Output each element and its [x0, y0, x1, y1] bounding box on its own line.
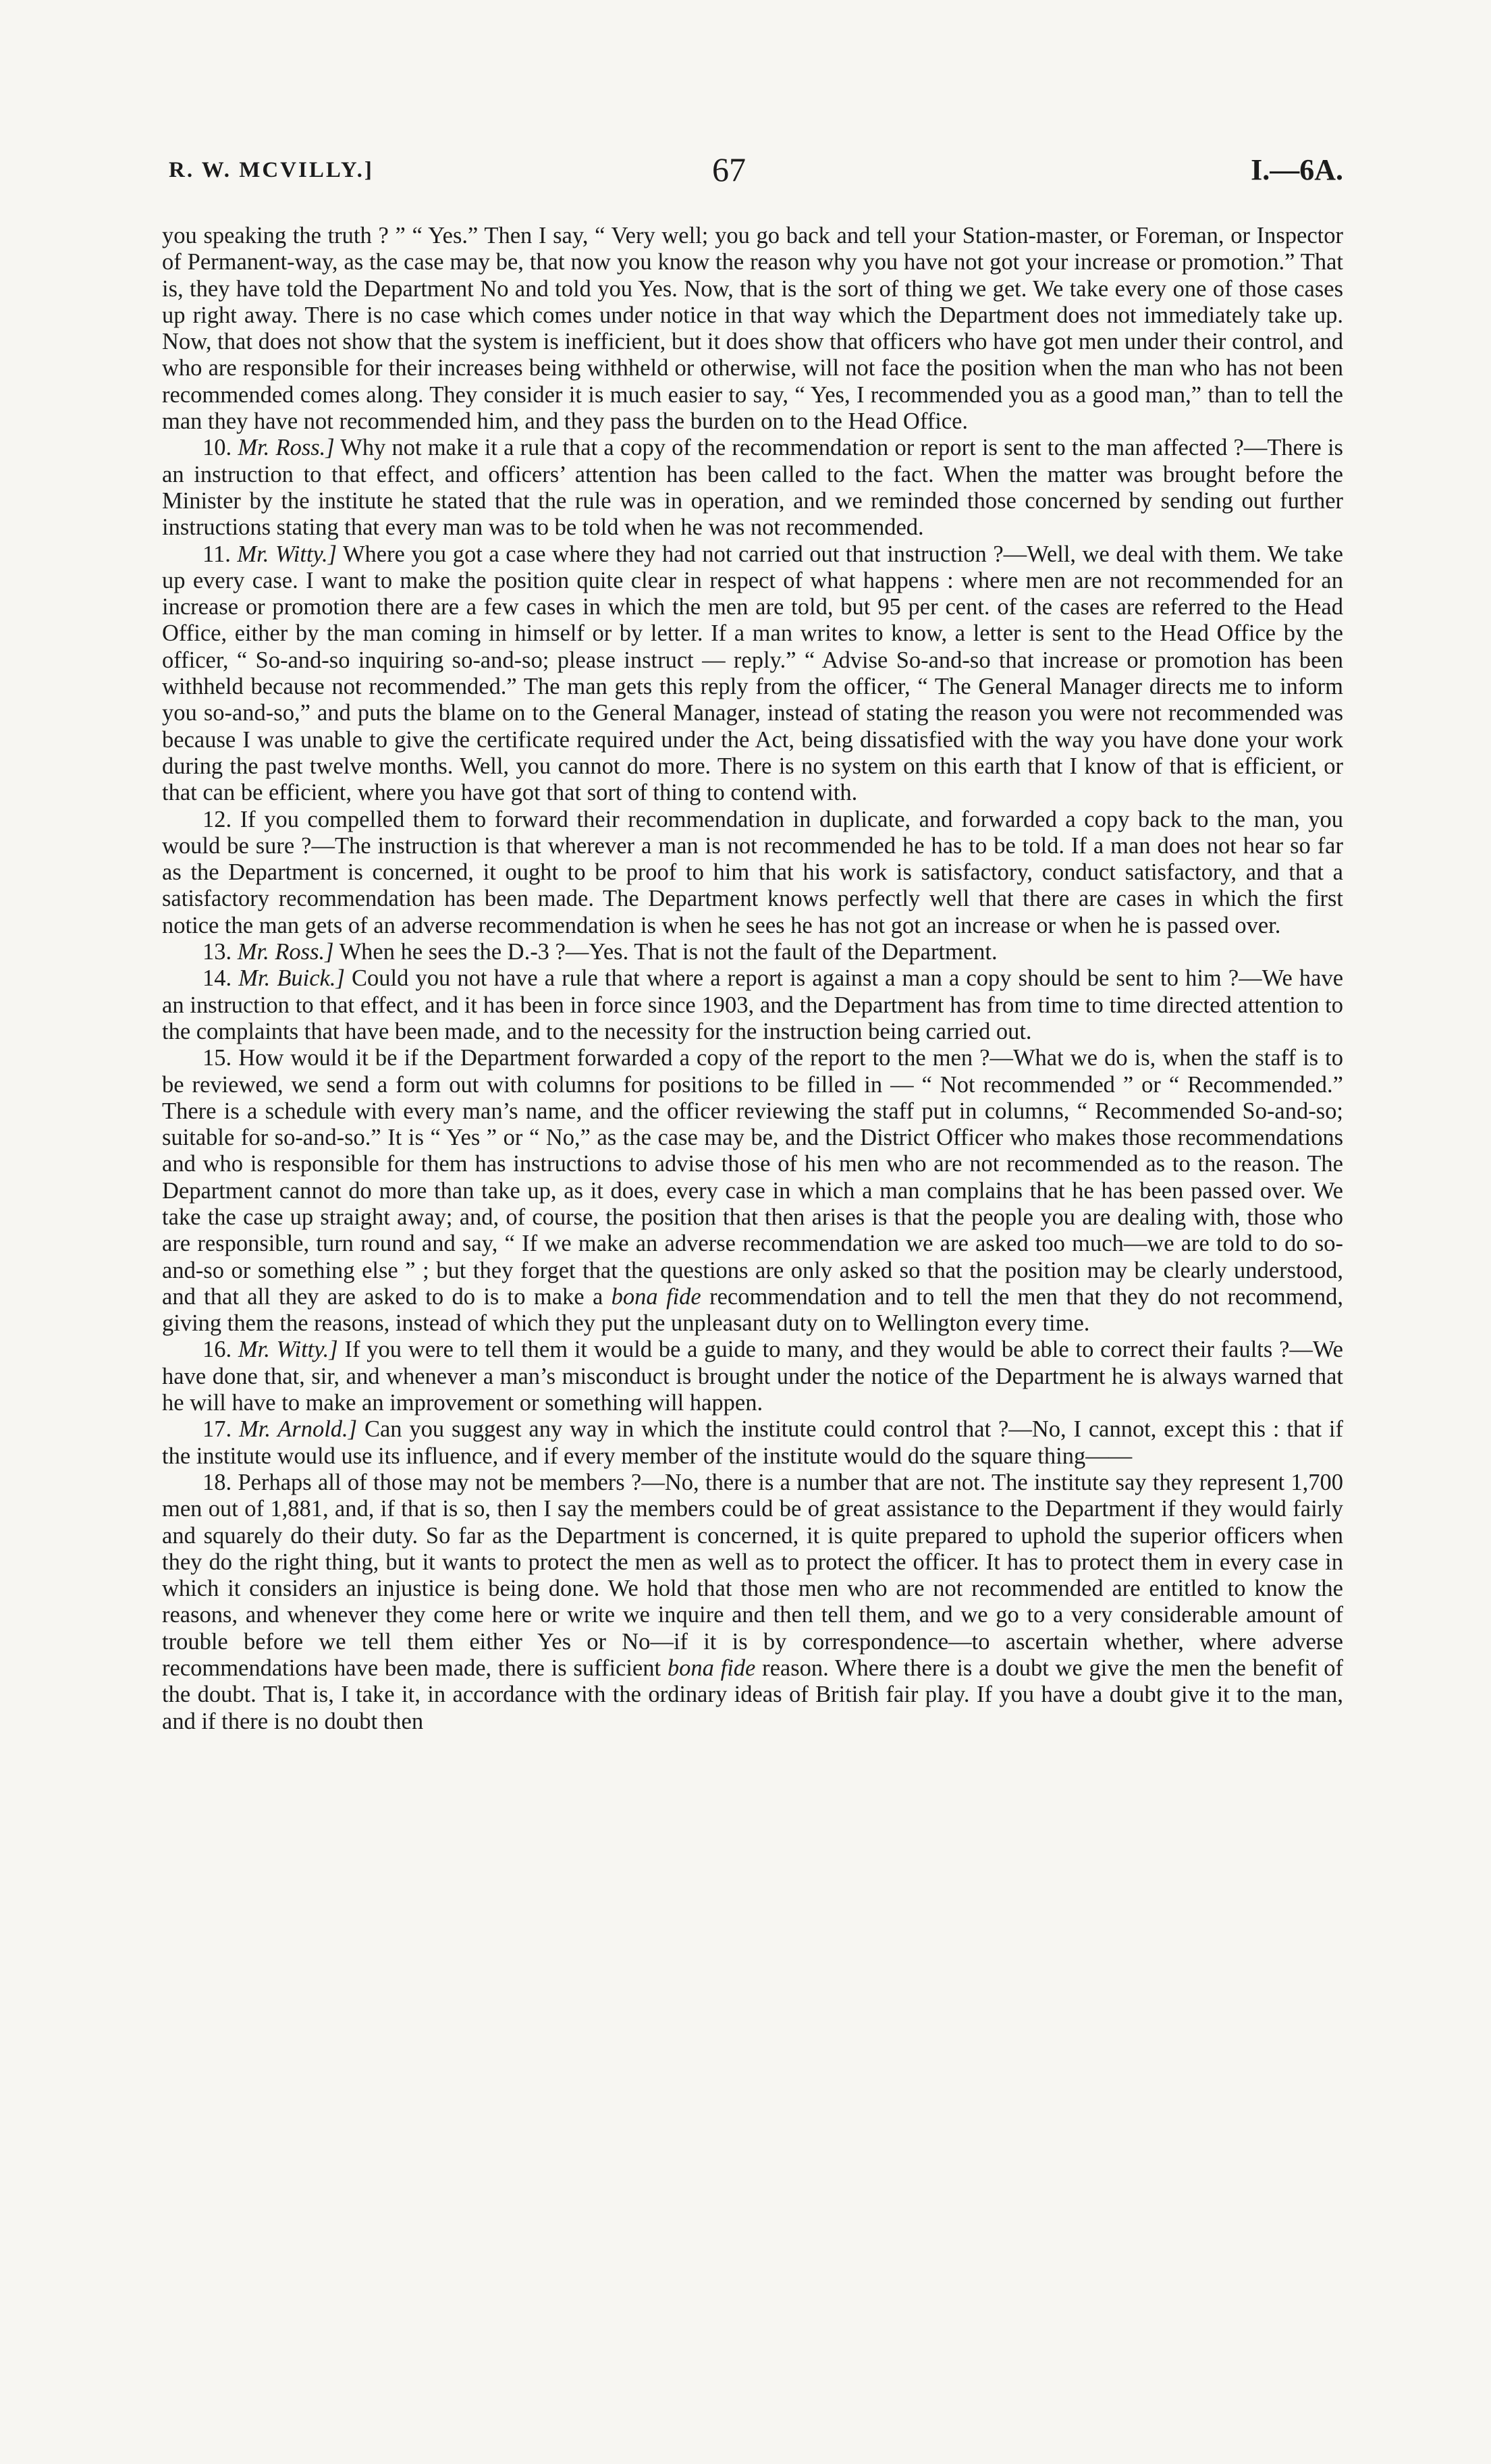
question-number: 11. — [202, 541, 231, 567]
question-number: 14. — [202, 965, 232, 992]
speaker-name: Mr. Ross.] — [237, 939, 334, 965]
question-number: 13. — [202, 939, 232, 965]
question-number: 18. — [202, 1469, 232, 1495]
question-number: 16. — [202, 1337, 232, 1363]
speaker-name: Mr. Ross.] — [238, 435, 335, 461]
speaker-name: Mr. Witty.] — [237, 541, 337, 567]
question-number: 15. — [202, 1045, 232, 1071]
speaker-name: Mr. Arnold.] — [239, 1416, 358, 1443]
paragraph-16 — [162, 1337, 1343, 1416]
paragraph-continuation — [162, 223, 1343, 435]
paragraph-15 — [162, 1045, 1343, 1337]
question-number: 17. — [202, 1416, 232, 1443]
question-number: 10. — [202, 435, 232, 461]
paragraph-text: Could you not have a rule that where a report is against a man a copy should be sent to him ?—We have an instruction to that effect, and it has been in force since 1903, and the Department has from time to time directed attention to the complaints that have been made, and to the necessity for the instruction being carried out. — [162, 965, 1344, 1044]
paragraph-text: Can you suggest any way in which the institute could control that ?—No, I cannot, except this : that if the institute would use its influence, and if every member of the institute would do the square thing—— — [162, 1416, 1344, 1469]
paragraph-text: you speaking the truth ? ” “ Yes.” Then I say, “ Very well; you go back and tell your Station-master, or Foreman, or Inspector of Permanent-way, as the case may be, that now you know the reason why you have not got your increase or promotion.” That is, they have told the Department No and told you Yes. Now, that is the sort of thing we get. We take every one of those cases up right away. There is no case which comes under notice in that way which the Department does not immediately take up. Now, that does not show that the system is inefficient, but it does show that officers who have got men under their control, and who are responsible for their increases being withheld or otherwise, will not face the position when the man who has not been recommended comes along. They consider it is much easier to say, “ Yes, I recommended you as a good man,” than to tell the man they have not recommended him, and they pass the burden on to the Head Office. — [162, 223, 1343, 435]
document-reference: I.—6A. — [1251, 153, 1343, 186]
paragraph-text: If you were to tell them it would be a guide to many, and they would be able to correct their faults ?—We have done that, sir, and whenever a man’s misconduct is brought under the notice of the Department he is always warned that he will have to make an improvement or something will happen. — [162, 1337, 1343, 1416]
paragraph-text: Perhaps all of those may not be members ?—No, there is a number that are not. The institute say they represent 1,700 men out of 1,881, and, if that is so, then I say the members could be of great assistance to the Department if they would fairly and squarely do their duty. So far as the Department is concerned, it is quite prepared to uphold the superior officers when they do the right thing, but it wants to protect the men as well as to protect the officer. It has to protect them in every case in which it considers an injustice is being done. We hold that those men who are not recommended are entitled to know the reasons, and whenever they come here or write we inquire and then tell them, and we go to a very considerable amount of trouble before we tell them either Yes or No—if it is by correspondence—to ascertain whether, where adverse recommendations have been made, there is sufficient bona fide reason. Where there is a doubt we give the men the benefit of the doubt. That is, I take it, in accordance with the ordinary ideas of British fair play. If you have a doubt give it to the man, and if there is no doubt then — [162, 1469, 1344, 1734]
paragraph-text: How would it be if the Department forwarded a copy of the report to the men ?—What we do is, when the staff is to be reviewed, we send a form out with columns for positions to be filled in — “ Not recommended ” or “ Recommended.” There is a schedule with every man’s name, and the officer reviewing the staff put in columns, “ Recommended So-and-so; suitable for so-and-so.” It is “ Yes ” or “ No,” as the case may be, and the District Officer who makes those recommendations and who is responsible for them has instructions to advise those of his men who are not recommended as to the reason. The Department cannot do more than take up, as it does, every case in which a man complains that he has been passed over. We take the case up straight away; and, of course, the position that then arises is that the people you are dealing with, those who are responsible, turn round and say, “ If we make an adverse recommendation we are asked too much—we are told to do so-and-so or something else ” ; but they forget that the questions are only asked so that the position may be clearly understood, and that all they are asked to do is to make a bona fide recommendation and to tell the men that they do not recommend, giving them the reasons, instead of which they put the unpleasant duty on to Wellington every time. — [162, 1045, 1344, 1337]
paragraph-text: Where you got a case where they had not carried out that instruction ?—Well, we deal with them. We take up every case. I want to make the position quite clear in respect of what happens : where men are not recommended for an increase or promotion there are a few cases in which the men are told, but 95 per cent. of the cases are referred to the Head Office, either by the man coming in himself or by letter. If a man writes to know, a letter is sent to the Head Office by the officer, “ So-and-so inquiring so-and-so; please instruct — reply.” “ Advise So-and-so that increase or promotion has been withheld because not recommended.” The man gets this reply from the officer, “ The General Manager directs me to inform you so-and-so,” and puts the blame on to the General Manager, instead of stating the reason you were not recommended was because I was unable to give the certificate required under the Act, being dissatisfied with the way you have done your work during the past twelve months. Well, you cannot do more. There is no system on this earth that I know of that is efficient, or that can be efficient, where you have got that sort of thing to contend with. — [162, 541, 1343, 806]
paragraph-14 — [162, 965, 1343, 1045]
paragraph-18 — [162, 1470, 1343, 1735]
speaker-name: Mr. Witty.] — [238, 1337, 338, 1363]
paragraph-17 — [162, 1416, 1343, 1470]
paragraph-11 — [162, 541, 1343, 807]
paragraph-10 — [162, 435, 1343, 541]
paragraph-12 — [162, 807, 1343, 939]
speaker-name: Mr. Buick.] — [238, 965, 345, 992]
question-number: 12. — [202, 806, 232, 832]
page-number: 67 — [712, 151, 746, 188]
page-header — [162, 135, 1343, 188]
paragraph-text: When he sees the D.-3 ?—Yes. That is not the fault of the Department. — [339, 939, 998, 965]
document-body — [162, 223, 1343, 1735]
header-witness-name: R. W. MCVILLY.] — [169, 158, 374, 182]
paragraph-13 — [162, 939, 1343, 965]
paragraph-text: If you compelled them to forward their recommendation in duplicate, and forwarded a copy back to the man, you would be sure ?—The instruction is that wherever a man is not recommended he has to be told. If a man does not hear so far as the Department is concerned, it ought to be proof to him that his work is satisfactory, conduct satisfactory, and that a satisfactory recommendation has been made. The Department knows perfectly well that there are cases in which the first notice the man gets of an adverse recommendation is when he sees he has not got an increase or when he is passed over. — [162, 806, 1343, 938]
paragraph-text: Why not make it a rule that a copy of the recommendation or report is sent to the man affected ?—There is an instruction to that effect, and officers’ attention has been called to the fact. When the matter was brought before the Minister by the institute he stated that the rule was in operation, and we reminded those concerned by sending out further instructions stating that every man was to be told when he was not recommended. — [162, 435, 1343, 541]
document-page — [162, 135, 1343, 1735]
